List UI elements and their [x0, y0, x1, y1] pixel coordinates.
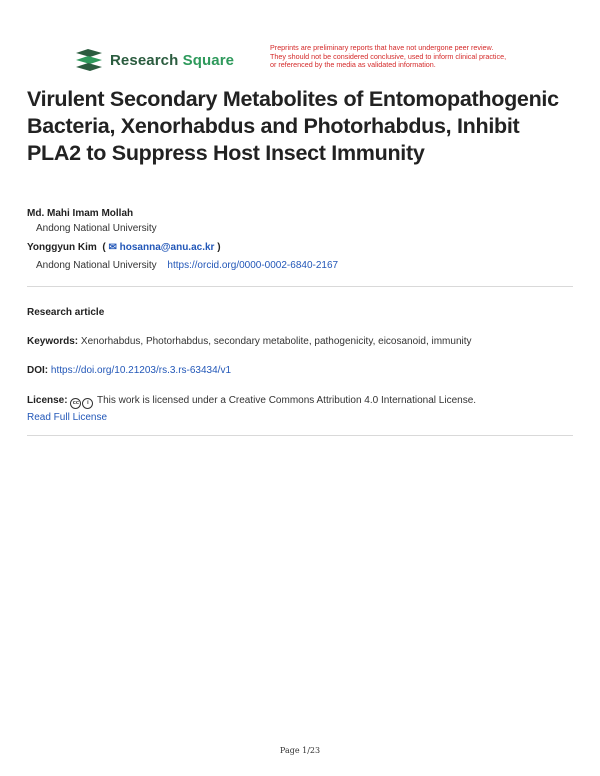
author-name: Md. Mahi Imam Mollah	[27, 208, 134, 219]
divider	[27, 286, 573, 287]
brand-word-research: Research	[110, 51, 179, 69]
research-square-logo-icon	[74, 47, 104, 73]
doi	[27, 365, 231, 376]
disclaimer-line: Preprints are preliminary reports that have not undergone peer review.	[270, 43, 494, 52]
author-name: Yonggyun Kim	[27, 242, 97, 253]
doi-link[interactable]: https://doi.org/10.21203/rs.3.rs-63434/v1	[50, 365, 232, 376]
disclaimer-line: They should not be considered conclusive, used to inform clinical practice,	[270, 51, 507, 61]
author-affiliation: Andong National University	[36, 223, 157, 234]
author-email-link[interactable]: hosanna@anu.ac.kr	[119, 242, 215, 253]
keywords	[27, 336, 472, 347]
cc-icon: cc	[70, 398, 81, 409]
author-affiliation: Andong National University	[36, 260, 157, 271]
brand-name	[110, 52, 234, 69]
paper-title: Virulent Secondary Metabolites of Entomopathogenic Bacteria, Xenorhabdus and Photorhabdus, Inhibit PLA2 to Suppress Host Insect Immunity	[27, 87, 559, 165]
page-number: Page 1/23	[279, 746, 321, 755]
license-text: This work is licensed under a Creative Commons Attribution 4.0 International License.	[96, 395, 477, 406]
disclaimer-line: or referenced by the media as validated information.	[270, 60, 436, 70]
orcid-link[interactable]: https://orcid.org/0000-0002-6840-2167	[167, 260, 339, 271]
keywords-label: Keywords:	[27, 336, 79, 347]
license-label: License:	[27, 395, 68, 406]
brand-word-square: Square	[182, 51, 235, 69]
corresponding-author: Yonggyun Kim ( ✉ hosanna@anu.ac.kr )	[27, 242, 221, 253]
doi-label: DOI:	[27, 365, 49, 376]
research-square-logo[interactable]	[74, 47, 234, 73]
attribution-icon: i	[82, 398, 93, 409]
preprint-disclaimer	[270, 44, 570, 70]
divider	[27, 435, 573, 436]
email-icon: ✉	[108, 242, 117, 253]
author-affiliation-line	[36, 260, 338, 271]
keywords-value: Xenorhabdus, Photorhabdus, secondary metabolite, pathogenicity, eicosanoid, immunity	[80, 336, 472, 347]
read-full-license-link[interactable]: Read Full License	[27, 412, 108, 423]
article-type: Research article	[27, 307, 105, 318]
license	[27, 395, 476, 409]
